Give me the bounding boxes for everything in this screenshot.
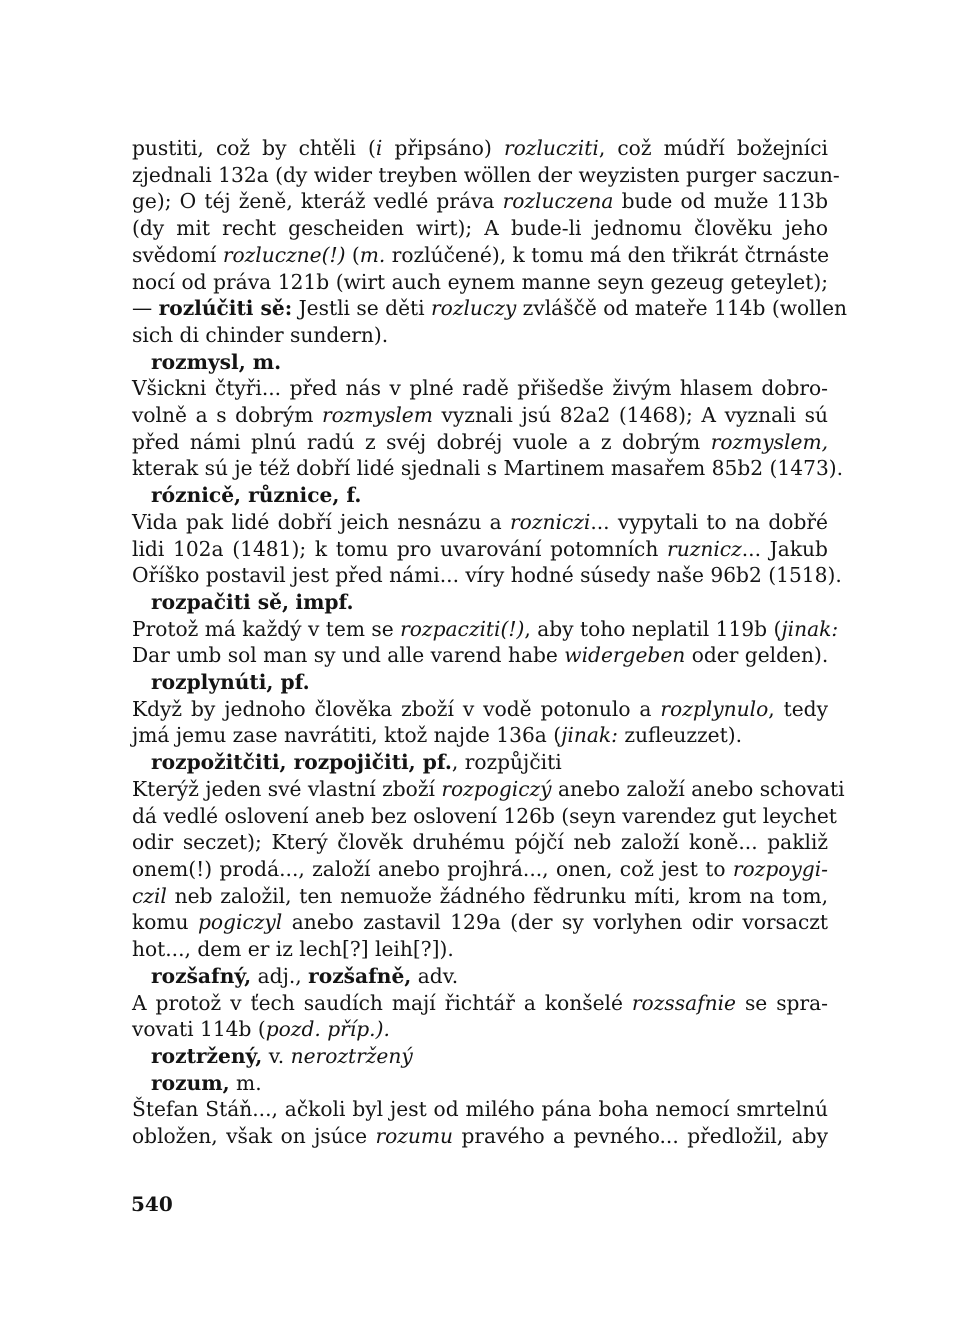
text-segment: v. xyxy=(262,1043,291,1068)
text-segment: — xyxy=(132,296,159,321)
text-segment: ... Jakub xyxy=(741,536,828,561)
italic-text: rozniczi xyxy=(510,509,591,534)
text-line xyxy=(132,509,828,536)
bold-text: rozum, xyxy=(151,1070,230,1095)
text-segment: oder gelden). xyxy=(685,643,829,668)
entry-headword xyxy=(132,349,828,376)
text-segment: Kterýž jeden své vlastní zboží xyxy=(132,776,442,801)
text-segment: Protož má každý v tem se xyxy=(132,616,401,641)
text-line xyxy=(132,215,828,242)
entry-headword xyxy=(132,749,828,776)
italic-text: rozlucziti xyxy=(503,136,599,160)
page-body xyxy=(132,135,848,1150)
italic-text: rozmyslem, xyxy=(710,429,828,454)
text-line xyxy=(132,188,828,215)
bold-text: rozlúčiti sě: xyxy=(158,296,293,321)
text-segment: dá vedlé oslovení aneb bez oslovení 126b (seyn varendez gut leychet xyxy=(132,803,837,828)
text-segment: se spra- xyxy=(735,990,828,1015)
text-line xyxy=(132,322,828,349)
bold-text: rozpožitčiti, rozpojičiti, pf. xyxy=(151,750,452,775)
text-segment: Jestli se děti xyxy=(292,296,432,321)
entry-headword xyxy=(132,1043,828,1070)
italic-text: pogiczyl xyxy=(197,910,283,935)
entry-headword xyxy=(132,589,828,616)
italic-text: rozpoygi- xyxy=(732,856,828,881)
text-line xyxy=(132,295,848,322)
italic-text: rozplynulo xyxy=(660,696,769,721)
text-segment: Když by jednoho člověka zboží v vodě potonulo a xyxy=(132,696,661,721)
page-number: 540 xyxy=(131,1192,173,1216)
entry-headword xyxy=(132,669,828,696)
text-line xyxy=(132,269,828,296)
entry-headword xyxy=(132,1070,828,1097)
text-segment: neb založil, ten nemuože žádného fědrunku míti, krom na tom, xyxy=(166,883,828,908)
text-segment: (dy mit recht gescheiden wirt); A bude-li jednomu člověku jeho xyxy=(132,216,828,241)
text-segment: sich di chinder sundern). xyxy=(132,322,389,347)
bold-text: impf. xyxy=(295,589,354,614)
text-segment: obložen, však on jsúce xyxy=(132,1124,376,1149)
text-line xyxy=(132,883,828,910)
text-line xyxy=(132,776,845,803)
text-segment: ge); O téj ženě, kteráž vedlé práva xyxy=(132,189,503,214)
text-line xyxy=(132,616,839,643)
text-segment: adj., xyxy=(251,963,309,988)
text-segment: Vida pak lidé dobří jeich nesnázu a xyxy=(132,509,511,534)
text-segment: A protož v ťech saudích mají řichtář a konšelé xyxy=(132,990,632,1015)
italic-text: rozpogiczý xyxy=(441,776,552,801)
text-line xyxy=(132,696,828,723)
bold-text: róznicě, různice, f. xyxy=(151,483,362,508)
italic-text: rozluczena xyxy=(502,189,614,214)
italic-text: widergeben xyxy=(564,643,686,668)
italic-text: m. xyxy=(359,242,386,267)
text-segment: pustiti, což by chtěli ( xyxy=(132,136,376,160)
text-segment: lidi 102a (1481); k tomu pro uvarování potomních xyxy=(132,536,668,561)
bold-text: rozšafně, xyxy=(308,963,412,988)
text-segment: anebo zastavil 129a (der sy vorlyhen odir vorsaczt xyxy=(282,910,828,935)
text-segment: , což múdří božejníci xyxy=(598,136,828,160)
italic-text: jinak: xyxy=(781,616,839,641)
text-line xyxy=(132,242,828,269)
text-segment: , aby toho neplatil 119b ( xyxy=(524,616,782,641)
text-line xyxy=(132,829,828,856)
text-line xyxy=(132,1096,828,1123)
text-segment: připsáno) xyxy=(382,136,504,160)
text-line xyxy=(132,803,837,830)
text-segment: zvláščě od mateře 114b (wollen xyxy=(516,296,848,321)
text-segment: nocí od práva 121b (wirt auch eynem manne seyn gezeug geteylet); xyxy=(132,269,828,294)
text-line xyxy=(132,1123,828,1150)
entry-headword xyxy=(132,963,828,990)
text-segment: vyznali jsú 82a2 (1468); A vyznali sú xyxy=(432,403,828,428)
bold-text: rozpačiti sě, xyxy=(151,589,289,614)
text-line xyxy=(132,455,844,482)
text-segment: kterak sú je též dobří lidé sjednali s Martinem masařem 85b2 (1473). xyxy=(132,456,844,481)
text-segment: onem(!) prodá..., založí anebo projhrá..., onen, což jest to xyxy=(132,856,733,881)
text-line xyxy=(132,1016,828,1043)
text-segment: Všickni čtyři... před nás v plné radě přišedše živým hlasem dobro- xyxy=(132,376,828,401)
text-line xyxy=(132,722,828,749)
italic-text: neroztržený xyxy=(290,1043,413,1068)
italic-text: czil xyxy=(132,883,167,908)
bold-text: rozšafný, xyxy=(151,963,252,988)
text-line xyxy=(132,909,828,936)
bold-text: roztržený, xyxy=(151,1043,263,1068)
text-line xyxy=(132,990,828,1017)
text-segment: hot..., dem er iz lech[?] leih[?]). xyxy=(132,937,454,962)
italic-text: rozluczne(!) xyxy=(222,242,346,267)
text-segment: Oříško postavil jest před námi... víry hodné súsedy naše 96b2 (1518). xyxy=(132,563,842,588)
text-segment: m. xyxy=(229,1070,262,1095)
italic-text: rozssafnie xyxy=(631,990,736,1015)
text-segment: , tedy xyxy=(768,696,828,721)
text-line xyxy=(132,562,842,589)
text-line xyxy=(132,642,828,669)
text-segment: Dar umb sol man sy und alle varend habe xyxy=(132,643,565,668)
text-segment: anebo založí anebo schovati xyxy=(551,776,845,801)
text-segment: bude od muže 113b xyxy=(613,189,828,214)
italic-text: jinak: xyxy=(561,723,618,748)
bold-text: rozplynúti, pf. xyxy=(151,670,310,695)
italic-text: rozpacziti(!) xyxy=(400,616,525,641)
italic-text: rozmyslem xyxy=(321,403,433,428)
text-segment: Štefan Stáň..., ačkoli byl jest od milého pána boha nemocí smrtelnú xyxy=(132,1097,828,1122)
text-segment: před námi plnú radú z svéj dobréj vuole a z dobrým xyxy=(132,429,711,454)
text-segment: ( xyxy=(345,242,360,267)
text-line xyxy=(132,536,828,563)
text-line xyxy=(132,375,828,402)
italic-text: pozd. příp.). xyxy=(265,1017,390,1042)
text-segment: rozlúčené), k tomu má den třikrát čtrnáste xyxy=(385,242,830,267)
italic-text: i xyxy=(375,136,383,160)
text-segment: adv. xyxy=(411,963,459,988)
italic-text: rozluczy xyxy=(431,296,517,321)
text-line xyxy=(132,135,828,162)
text-line xyxy=(132,856,828,883)
text-segment: zjednali 132a (dy wider treyben wöllen der weyzisten purger saczun- xyxy=(132,162,840,187)
text-line xyxy=(132,162,840,189)
text-segment: jmá jemu zase navrátiti, ktož najde 136a ( xyxy=(132,723,562,748)
text-line xyxy=(132,936,828,963)
entry-headword xyxy=(132,482,828,509)
text-segment: ... vypytali to na dobřé xyxy=(590,509,828,534)
text-line xyxy=(132,402,828,429)
italic-text: rozumu xyxy=(375,1124,454,1149)
text-segment: odir seczet); Který člověk druhému pójčí neb založí koně... pakliž xyxy=(132,830,828,855)
text-line xyxy=(132,429,828,456)
text-segment: svědomí xyxy=(132,242,223,267)
text-segment: komu xyxy=(132,910,198,935)
bold-text: rozmysl, m. xyxy=(151,349,282,374)
italic-text: ruznicz xyxy=(667,536,742,561)
text-segment: zufleuzzet). xyxy=(617,723,743,748)
text-segment: volně a s dobrým xyxy=(132,403,322,428)
text-segment: pravého a pevného... předložil, aby xyxy=(453,1124,828,1149)
text-segment: vovati 114b ( xyxy=(132,1017,266,1042)
text-segment: , rozpůjčiti xyxy=(451,750,562,775)
